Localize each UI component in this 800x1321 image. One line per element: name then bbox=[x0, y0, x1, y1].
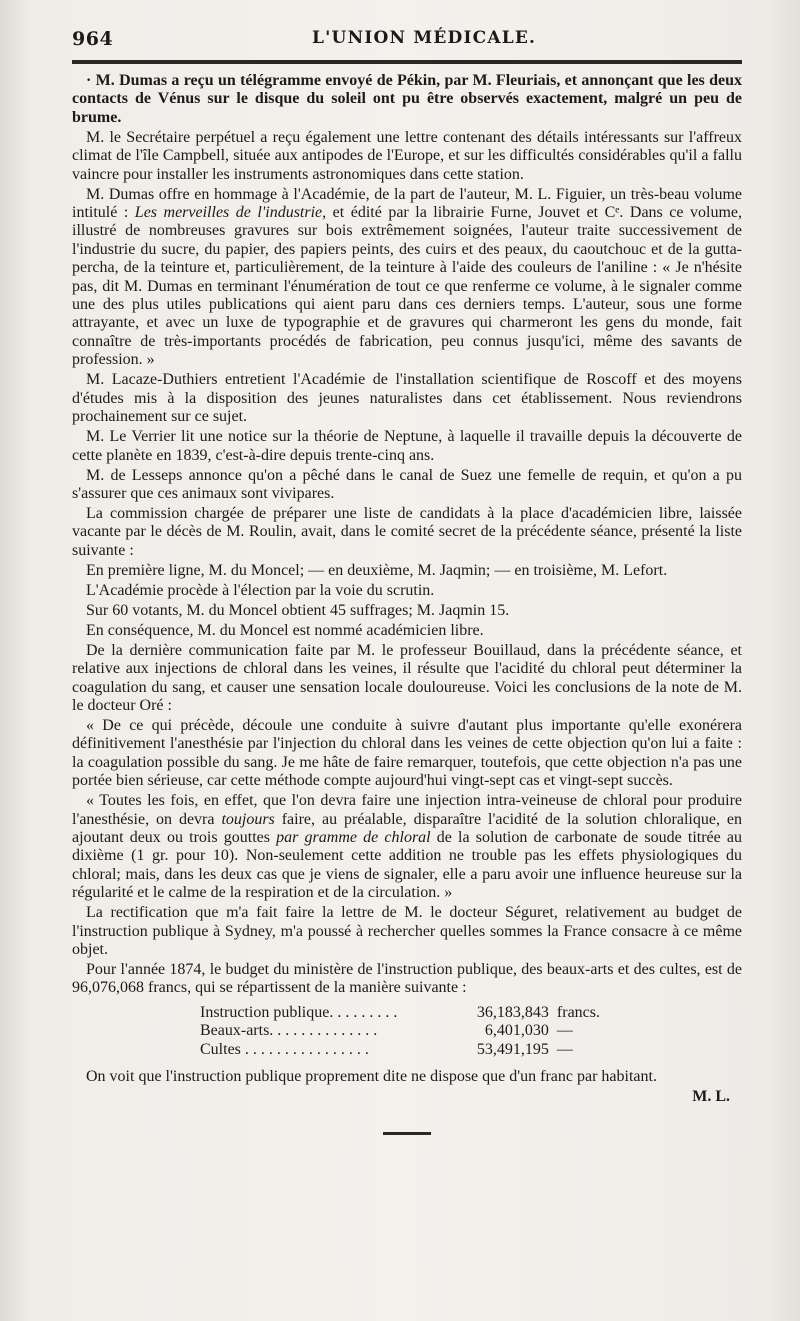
paragraph-vénus-telegram bbox=[72, 72, 742, 127]
paragraph-votes: Sur 60 votants, M. du Moncel obtient 45 suffrages; M. Jaqmin 15. bbox=[86, 601, 510, 619]
budget-label: Beaux-arts. . . . . . . . . . . . . . bbox=[200, 1022, 378, 1040]
paragraph-text: , et édité par la librairie Furne, Jouvet et Cᵉ. Dans ce volume, illustré de nombreuses gravures sur bois extrêmement soignées, l'auteur traite successivement de l'industrie du sucre, du papier, des papiers peints, des cuirs et des peaux, du caoutchouc et de la gutta-percha, de la teinture et, particulièrement, de la teinture à l'aide des couleurs de l'aniline : « Je n'hésite pas, dit M. Dumas en terminant l'énumération de tout ce que renferme ce volume, à le signaler comme une des plus utiles publications qui aient paru dans ces derniers temps. L'auteur, sous une forme attrayante, et avec un luxe de typographie et de gravures qui charmeront les gens du monde, fait connaître de très-importants procédés de fabrication, peu connus jusqu'ici, même des savants de profession. » bbox=[72, 204, 742, 369]
paragraph-campbell-island: M. le Secrétaire perpétuel a reçu également une lettre contenant des détails intéressants sur l'affreux climat de l'île Campbell, située aux antipodes de l'Europe, et sur les difficultés considérables qu'il a fallu vaincre pour installer les instruments astronomiques dans cette station. bbox=[72, 128, 742, 183]
page-header bbox=[72, 16, 742, 54]
paragraph-ore-quote-1: « De ce qui précède, découle une conduite à suivre d'autant plus importante qu'elle exonérera définitivement l'anesthésie par l'injection du chloral dans les veines de cette objection qu'on lui a faite : la coagulation possible du sang. Je me hâte de faire remarquer, toutefois, que cette objection n'a pas une portée bien sérieuse, car cette méthode compte aujourd'hui vingt-sept cas et vingt-sept succès. bbox=[72, 716, 742, 790]
paragraph-roscoff: M. Lacaze-Duthiers entretient l'Académie de l'installation scientifique de Roscoff et des moyens d'études mis à la disposition des jeunes naturalistes dans cet établissement. Nous reviendrons prochainement sur ce sujet. bbox=[72, 371, 742, 426]
budget-table bbox=[72, 1004, 742, 1060]
budget-row bbox=[200, 1041, 606, 1060]
budget-row bbox=[200, 1022, 606, 1041]
paragraph-closing: On voit que l'instruction publique proprement dite ne dispose que d'un franc par habitant. bbox=[86, 1067, 657, 1085]
paragraph-ore-quote-2 bbox=[72, 792, 742, 902]
article-body bbox=[72, 72, 742, 1135]
paragraph-result: En conséquence, M. du Moncel est nommé académicien libre. bbox=[86, 621, 484, 639]
paragraph-suez-shark: M. de Lesseps annonce qu'on a pêché dans le canal de Suez une femelle de requin, et qu'on a pu s'assurer que ces animaux sont vivipares. bbox=[72, 466, 742, 502]
paragraph-commission: La commission chargée de préparer une liste de candidats à la place d'académicien libre, laissée vacante par le décès de M. Roulin, avait, dans le comité secret de la précédente séance, présenté la liste suivante : bbox=[72, 504, 742, 559]
budget-label: Cultes . . . . . . . . . . . . . . . . bbox=[200, 1041, 369, 1058]
end-rule bbox=[383, 1132, 431, 1135]
running-title: L'UNION MÉDICALE. bbox=[312, 28, 537, 48]
budget-amount: 53,491,195 bbox=[476, 1041, 549, 1058]
signature: M. L. bbox=[692, 1088, 730, 1105]
budget-unit: francs. bbox=[556, 1003, 600, 1021]
budget-row bbox=[200, 1004, 606, 1023]
emphasis: par gramme de chloral bbox=[276, 828, 431, 846]
paragraph-text: faire, au préalable, disparaître l'acidité de la solution chloralique, en ajoutant deux ou trois gouttes bbox=[72, 810, 742, 846]
paragraph-text: M. Dumas offre en hommage à l'Académie, de la part de l'auteur, M. L. Figuier, un très-beau volume intitulé : bbox=[72, 185, 742, 222]
budget-label: Instruction publique. . . . . . . . . bbox=[200, 1003, 398, 1021]
paragraph-text: de la solution de carbonate de soude titrée au dixième (1 gr. pour 10). Non-seulement cette addition ne trouble pas les effets physiologiques du chloral; mais, dans les deux cas que je viens de signaler, elle a paru avoir une influence heureuse sur la régularité et le calme de la respiration et de la circulation. » bbox=[72, 828, 743, 902]
paragraph-text: « Toutes les fois, en effet, que l'on devra faire une injection intra-veineuse de chloral pour produire l'anesthésie, on devra bbox=[72, 792, 742, 828]
emphasis: toujours bbox=[221, 810, 275, 828]
paragraph-figuier-volume bbox=[72, 186, 742, 370]
header-rule bbox=[72, 60, 742, 64]
paragraph-candidates: En première ligne, M. du Moncel; — en deuxième, M. Jaqmin; — en troisième, M. Lefort. bbox=[86, 561, 668, 579]
budget-unit: — bbox=[556, 1041, 573, 1058]
page-number: 964 bbox=[72, 28, 114, 50]
budget-amount: 36,183,843 bbox=[476, 1003, 549, 1021]
budget-unit: — bbox=[556, 1022, 573, 1040]
book-title: Les merveilles de l'industrie bbox=[134, 204, 323, 222]
paragraph-bouillaud: De la dernière communication faite par M. le professeur Bouillaud, dans la précédente séance, et relative aux injections de chloral dans les veines, il résulte que l'acidité du chloral peut déterminer la coagulation du sang, et causer une sensation locale douloureuse. Voici les conclusions de la note de M. le docteur Oré : bbox=[72, 641, 742, 714]
paragraph-neptune: M. Le Verrier lit une notice sur la théorie de Neptune, à laquelle il travaille depuis la découverte de cette planète en 1839, c'est-à-dire depuis trente-cinq ans. bbox=[72, 428, 742, 464]
budget-amount: 6,401,030 bbox=[484, 1022, 549, 1040]
paragraph-seguret: La rectification que m'a fait faire la lettre de M. le docteur Séguret, relativement au budget de l'instruction publique à Sydney, m'a poussé à rechercher quelles sommes la France consacre à ce même objet. bbox=[72, 904, 742, 958]
paragraph-election: L'Académie procède à l'élection par la voie du scrutin. bbox=[86, 581, 435, 599]
paragraph-text: · M. Dumas a reçu un télégramme envoyé de Pékin, par M. Fleuriais, et annonçant que les deux contacts de Vénus sur le disque du soleil ont pu être observés exactement, malgré un peu de brume. bbox=[72, 72, 742, 126]
paragraph-budget-intro: Pour l'année 1874, le budget du ministère de l'instruction publique, des beaux-arts et des cultes, est de 96,076,068 francs, qui se répartissent de la manière suivante : bbox=[72, 961, 742, 997]
